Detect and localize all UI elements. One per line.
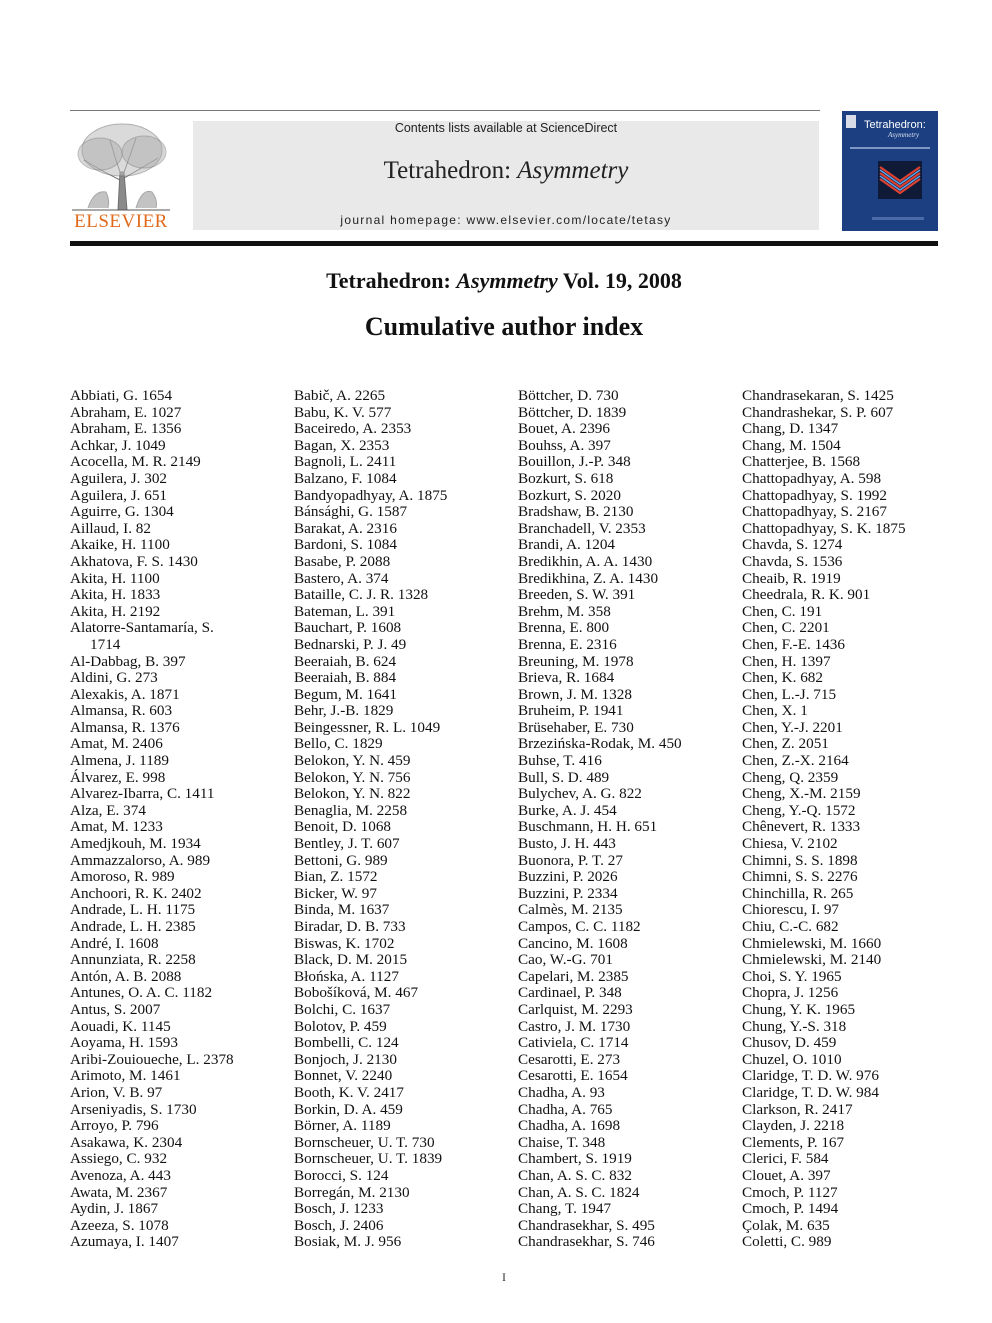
index-entry: Bello, C. 1829 [294,735,383,753]
index-entry: Bauchart, P. 1608 [294,619,402,637]
index-entry: Andrade, L. H. 1175 [70,901,196,919]
index-entry: Antunes, O. A. C. 1182 [70,984,213,1002]
index-entry: Chusov, D. 459 [742,1034,837,1052]
index-entry: Cesarotti, E. 1654 [518,1067,628,1085]
index-entry: Cheng, X.-M. 2159 [742,785,861,803]
index-entry: Black, D. M. 2015 [294,951,408,969]
journal-title-italic: Asymmetry [517,157,629,184]
index-entry: Chen, Z. 2051 [742,735,829,753]
index-entry: Benoit, D. 1068 [294,818,392,836]
index-entry: André, I. 1608 [70,934,159,952]
index-entry: Carlquist, M. 2293 [518,1000,633,1018]
index-entry: Clouet, A. 397 [742,1166,831,1184]
index-entry: Bozkurt, S. 618 [518,469,614,487]
index-entry: Akita, H. 2192 [70,602,161,620]
index-entry: Alatorre-Santamaría, S. [70,619,214,637]
index-entry: Brieva, R. 1684 [518,669,615,687]
index-entry: Biswas, K. 1702 [294,934,395,952]
volume-title [0,268,992,294]
index-entry: Bonnet, V. 2240 [294,1067,393,1085]
index-entry: Chavda, S. 1274 [742,536,843,554]
index-entry: Amedjkouh, M. 1934 [70,835,201,853]
index-entry: Bornscheuer, U. T. 1839 [294,1150,443,1168]
index-entry: Coletti, C. 989 [742,1233,832,1251]
index-entry: Bednarski, P. J. 49 [294,635,407,653]
journal-title [193,157,819,185]
index-entry: Chung, Y.-S. 318 [742,1017,847,1035]
index-entry: Bicker, W. 97 [294,884,377,902]
index-entry: Belokon, Y. N. 822 [294,785,411,803]
index-entry: Basabe, P. 2088 [294,552,391,570]
index-entry: Chen, Z.-X. 2164 [742,752,849,770]
index-entry: Bouet, A. 2396 [518,420,610,438]
index-entry: Clayden, J. 2218 [742,1117,845,1135]
index-entry: Binda, M. 1637 [294,901,390,919]
index-entry: Awata, M. 2367 [70,1183,168,1201]
index-entry: Branchadell, V. 2353 [518,519,646,537]
index-entry: Brandi, A. 1204 [518,536,616,554]
index-entry: Clements, P. 167 [742,1133,845,1151]
index-entry: Bozkurt, S. 2020 [518,486,621,504]
index-entry: Cheaib, R. 1919 [742,569,841,587]
index-entry: Antus, S. 2007 [70,1000,161,1018]
index-entry: Chambert, S. 1919 [518,1150,632,1168]
index-entry: Avenoza, A. 443 [70,1166,171,1184]
index-entry: Amat, M. 1233 [70,818,163,836]
index-entry: Bosch, J. 2406 [294,1216,384,1234]
index-entry: Begum, M. 1641 [294,685,397,703]
index-entry: Breuning, M. 1978 [518,652,634,670]
index-entry: Beeraiah, B. 884 [294,669,397,687]
index-entry: Annunziata, R. 2258 [70,951,196,969]
index-entry: Cmoch, P. 1494 [742,1200,839,1218]
index-entry: Belokon, Y. N. 756 [294,768,411,786]
index-entry: Al-Dabbag, B. 397 [70,652,186,670]
index-entry: Chan, A. S. C. 1824 [518,1183,640,1201]
index-entry: Chandrasekhar, S. 746 [518,1233,655,1251]
index-entry: Antón, A. B. 2088 [70,967,182,985]
index-entry: Chadha, A. 1698 [518,1117,621,1135]
index-entry: Chadha, A. 765 [518,1100,613,1118]
index-entry: Chen, X. 1 [742,702,808,720]
index-entry: Chandrashekar, S. P. 607 [742,403,894,421]
index-entry: Bobošíková, M. 467 [294,984,419,1002]
index-entry: Beingessner, R. L. 1049 [294,718,441,736]
index-entry: Buzzini, P. 2334 [518,884,618,902]
index-entry: Balzano, F. 1084 [294,469,397,487]
elsevier-tree-icon [70,120,172,212]
index-entry: Bruheim, P. 1941 [518,702,624,720]
index-entry: Bagan, X. 2353 [294,436,390,454]
index-entry: Chattopadhyay, S. 1992 [742,486,887,504]
index-entry: Bosch, J. 1233 [294,1200,384,1218]
index-entry: Breeden, S. W. 391 [518,586,636,604]
index-entry: Abbiati, G. 1654 [70,387,173,404]
index-entry: Almansa, R. 1376 [70,718,180,736]
index-entry: Bardoni, S. 1084 [294,536,397,554]
index-entry: Aouadi, K. 1145 [70,1017,171,1035]
index-entry: Cativiela, C. 1714 [518,1034,629,1052]
cover-subtitle: Asymmetry [888,131,920,139]
index-entry: Chen, F.-E. 1436 [742,635,845,653]
index-entry: Aoyama, H. 1593 [70,1034,178,1052]
index-entry: Babu, K. V. 577 [294,403,392,421]
index-entry: Buschmann, H. H. 651 [518,818,658,836]
index-entry: Bouhss, A. 397 [518,436,611,454]
index-entry: 1714 [90,635,121,653]
index-entry: Akhatova, F. S. 1430 [70,552,198,570]
index-entry: Azeeza, S. 1078 [70,1216,169,1234]
volume-title-prefix: Tetrahedron: [326,268,457,293]
index-entry: Brenna, E. 800 [518,619,610,637]
index-entry: Assiego, C. 932 [70,1150,168,1168]
index-entry: Amoroso, R. 989 [70,868,175,886]
index-entry: Chinchilla, R. 265 [742,884,854,902]
index-entry: Barakat, A. 2316 [294,519,397,537]
index-entry: Claridge, T. D. W. 984 [742,1083,879,1101]
index-entry: Choi, S. Y. 1965 [742,967,842,985]
index-entry: Chattopadhyay, S. K. 1875 [742,519,906,537]
index-entry: Aydin, J. 1867 [70,1200,159,1218]
index-entry: Aribi-Zouioueche, L. 2378 [70,1050,234,1068]
index-entry: Bentley, J. T. 607 [294,835,400,853]
index-entry: Booth, K. V. 2417 [294,1083,404,1101]
header-top-rule [70,110,820,111]
journal-homepage-line: journal homepage: www.elsevier.com/locate/tetasy [340,213,672,227]
index-entry: Clarkson, R. 2417 [742,1100,853,1118]
index-entry: Clerici, F. 584 [742,1150,829,1168]
index-entry: Buzzini, P. 2026 [518,868,618,886]
index-entry: Alexakis, A. 1871 [70,685,180,703]
index-entry: Azumaya, I. 1407 [70,1233,179,1251]
index-entry: Buhse, T. 416 [518,752,602,770]
index-entry: Biradar, D. B. 733 [294,918,406,935]
index-entry: Brzezińska-Rodak, M. 450 [518,735,682,753]
index-entry: Burke, A. J. 454 [518,801,617,819]
index-entry: Ammazzalorso, A. 989 [70,851,211,869]
index-entry: Almansa, R. 603 [70,702,173,720]
index-entry: Bataille, C. J. R. 1328 [294,586,429,604]
index-entry: Almena, J. 1189 [70,752,169,770]
index-entry: Bornscheuer, U. T. 730 [294,1133,435,1151]
index-entry: Chimni, S. S. 1898 [742,851,858,869]
index-entry: Böttcher, D. 730 [518,387,619,404]
index-entry: Capelari, M. 2385 [518,967,629,985]
index-entry: Beeraiah, B. 624 [294,652,397,670]
index-entry: Campos, C. C. 1182 [518,918,641,935]
index-entry: Bateman, L. 391 [294,602,396,620]
index-entry: Chiu, C.-C. 682 [742,918,839,935]
index-entry: Chopra, J. 1256 [742,984,839,1002]
index-entry: Cheng, Q. 2359 [742,768,839,786]
index-entry: Cancino, M. 1608 [518,934,628,952]
elsevier-logo [70,120,172,232]
index-entry: Bagnoli, L. 2411 [294,453,397,471]
index-entry: Anchoori, R. K. 2402 [70,884,202,902]
index-entry: Chiorescu, I. 97 [742,901,840,919]
index-entry: Chen, L.-J. 715 [742,685,837,703]
index-entry: Akita, H. 1100 [70,569,160,587]
journal-banner [193,121,819,230]
index-entry: Chimni, S. S. 2276 [742,868,858,886]
index-entry: Calmès, M. 2135 [518,901,623,919]
index-entry: Benaglia, M. 2258 [294,801,408,819]
index-entry: Bredikhina, Z. A. 1430 [518,569,659,587]
author-column-3 [518,388,742,1251]
index-entry: Asakawa, K. 2304 [70,1133,183,1151]
index-entry: Chen, K. 682 [742,669,823,687]
index-entry: Bastero, A. 374 [294,569,389,587]
journal-title-regular: Tetrahedron: [383,157,518,184]
index-entry: Bredikhin, A. A. 1430 [518,552,653,570]
index-entry: Akaike, H. 1100 [70,536,170,554]
index-entry: Böttcher, D. 1839 [518,403,627,421]
index-entry: Arion, V. B. 97 [70,1083,163,1101]
index-entry: Cheng, Y.-Q. 1572 [742,801,856,819]
index-entry: Bian, Z. 1572 [294,868,378,886]
index-entry: Busto, J. H. 443 [518,835,616,853]
index-entry: Bonjoch, J. 2130 [294,1050,397,1068]
index-entry: Aldini, G. 273 [70,669,158,687]
index-entry: Claridge, T. D. W. 976 [742,1067,879,1085]
index-entry: Chattopadhyay, A. 598 [742,469,882,487]
volume-title-suffix: Vol. 19, 2008 [557,268,682,293]
index-entry: Akita, H. 1833 [70,586,161,604]
index-entry: Bull, S. D. 489 [518,768,610,786]
author-column-2 [294,388,518,1251]
index-entry: Chandrasekaran, S. 1425 [742,387,894,404]
index-entry: Chang, T. 1947 [518,1200,612,1218]
index-entry: Borregán, M. 2130 [294,1183,410,1201]
index-entry: Alvarez-Ibarra, C. 1411 [70,785,215,803]
index-entry: Arroyo, P. 796 [70,1117,159,1135]
index-entry: Amat, M. 2406 [70,735,163,753]
index-entry: Abraham, E. 1027 [70,403,182,421]
index-entry: Aguirre, G. 1304 [70,503,174,521]
index-entry: Chatterjee, B. 1568 [742,453,861,471]
index-entry: Arseniyadis, S. 1730 [70,1100,197,1118]
index-entry: Behr, J.-B. 1829 [294,702,394,720]
index-entry: Chen, C. 2201 [742,619,830,637]
index-entry: Baceiredo, A. 2353 [294,420,412,438]
index-entry: Chattopadhyay, S. 2167 [742,503,887,521]
index-entry: Acocella, M. R. 2149 [70,453,201,471]
index-entry: Castro, J. M. 1730 [518,1017,631,1035]
index-entry: Chang, M. 1504 [742,436,841,454]
index-entry: Bulychev, A. G. 822 [518,785,642,803]
index-entry: Cmoch, P. 1127 [742,1183,838,1201]
index-entry: Bandyopadhyay, A. 1875 [294,486,448,504]
index-entry: Chuzel, O. 1010 [742,1050,842,1068]
page-number: I [502,1270,506,1284]
index-entry: Brüsehaber, E. 730 [518,718,634,736]
index-entry: Babič, A. 2265 [294,387,386,404]
journal-cover-thumbnail [842,111,938,231]
index-entry: Buonora, P. T. 27 [518,851,623,869]
index-entry: Cesarotti, E. 273 [518,1050,621,1068]
index-entry: Chiesa, V. 2102 [742,835,838,853]
index-entry: Bolotov, P. 459 [294,1017,387,1035]
index-entry: Arimoto, M. 1461 [70,1067,181,1085]
index-entry: Bradshaw, B. 2130 [518,503,634,521]
volume-title-italic: Asymmetry [456,268,558,293]
index-entry: Achkar, J. 1049 [70,436,166,454]
index-entry: Belokon, Y. N. 459 [294,752,411,770]
index-entry: Brehm, M. 358 [518,602,611,620]
index-entry: Chen, C. 191 [742,602,823,620]
index-entry: Chmielewski, M. 2140 [742,951,882,969]
index-entry: Álvarez, E. 998 [70,768,166,786]
index-entry: Chmielewski, M. 1660 [742,934,882,952]
index-entry: Chaise, T. 348 [518,1133,606,1151]
index-entry: Brown, J. M. 1328 [518,685,632,703]
index-entry: Andrade, L. H. 2385 [70,918,196,935]
index-entry: Chang, D. 1347 [742,420,839,438]
header-bottom-rule [70,241,938,246]
index-entry: Chung, Y. K. 1965 [742,1000,856,1018]
index-entry: Chen, H. 1397 [742,652,831,670]
index-entry: Bouillon, J.-P. 348 [518,453,631,471]
author-column-4 [742,388,966,1251]
index-entry: Bánsághi, G. 1587 [294,503,408,521]
index-title: Cumulative author index [364,312,644,341]
index-entry: Chen, Y.-J. 2201 [742,718,843,736]
index-entry: Börner, A. 1189 [294,1117,391,1135]
index-entry: Chandrasekhar, S. 495 [518,1216,655,1234]
cover-title: Tetrahedron: [864,119,926,131]
contents-available-line: Contents lists available at ScienceDirect [394,121,618,135]
index-entry: Borkin, D. A. 459 [294,1100,403,1118]
index-entry: Bosiak, M. J. 956 [294,1233,402,1251]
index-entry: Abraham, E. 1356 [70,420,182,438]
index-entry: Bettoni, G. 989 [294,851,388,869]
index-entry: Borocci, S. 124 [294,1166,389,1184]
index-entry: Alza, E. 374 [70,801,146,819]
index-entry: Cao, W.-G. 701 [518,951,613,969]
index-entry: Cheedrala, R. K. 901 [742,586,871,604]
index-entry: Çolak, M. 635 [742,1216,830,1234]
index-entry: Aillaud, I. 82 [70,519,151,537]
index-entry: Bombelli, C. 124 [294,1034,399,1052]
index-entry: Chadha, A. 93 [518,1083,605,1101]
index-entry: Błońska, A. 1127 [294,967,399,985]
index-entry: Chan, A. S. C. 832 [518,1166,632,1184]
index-entry: Chênevert, R. 1333 [742,818,861,836]
index-entry: Brenna, E. 2316 [518,635,617,653]
index-entry: Cardinael, P. 348 [518,984,622,1002]
index-entry: Chavda, S. 1536 [742,552,843,570]
index-entry: Aguilera, J. 651 [70,486,168,504]
author-column-1 [70,388,294,1251]
index-entry: Bolchi, C. 1637 [294,1000,391,1018]
elsevier-wordmark: ELSEVIER [74,211,168,232]
index-entry: Aguilera, J. 302 [70,469,168,487]
